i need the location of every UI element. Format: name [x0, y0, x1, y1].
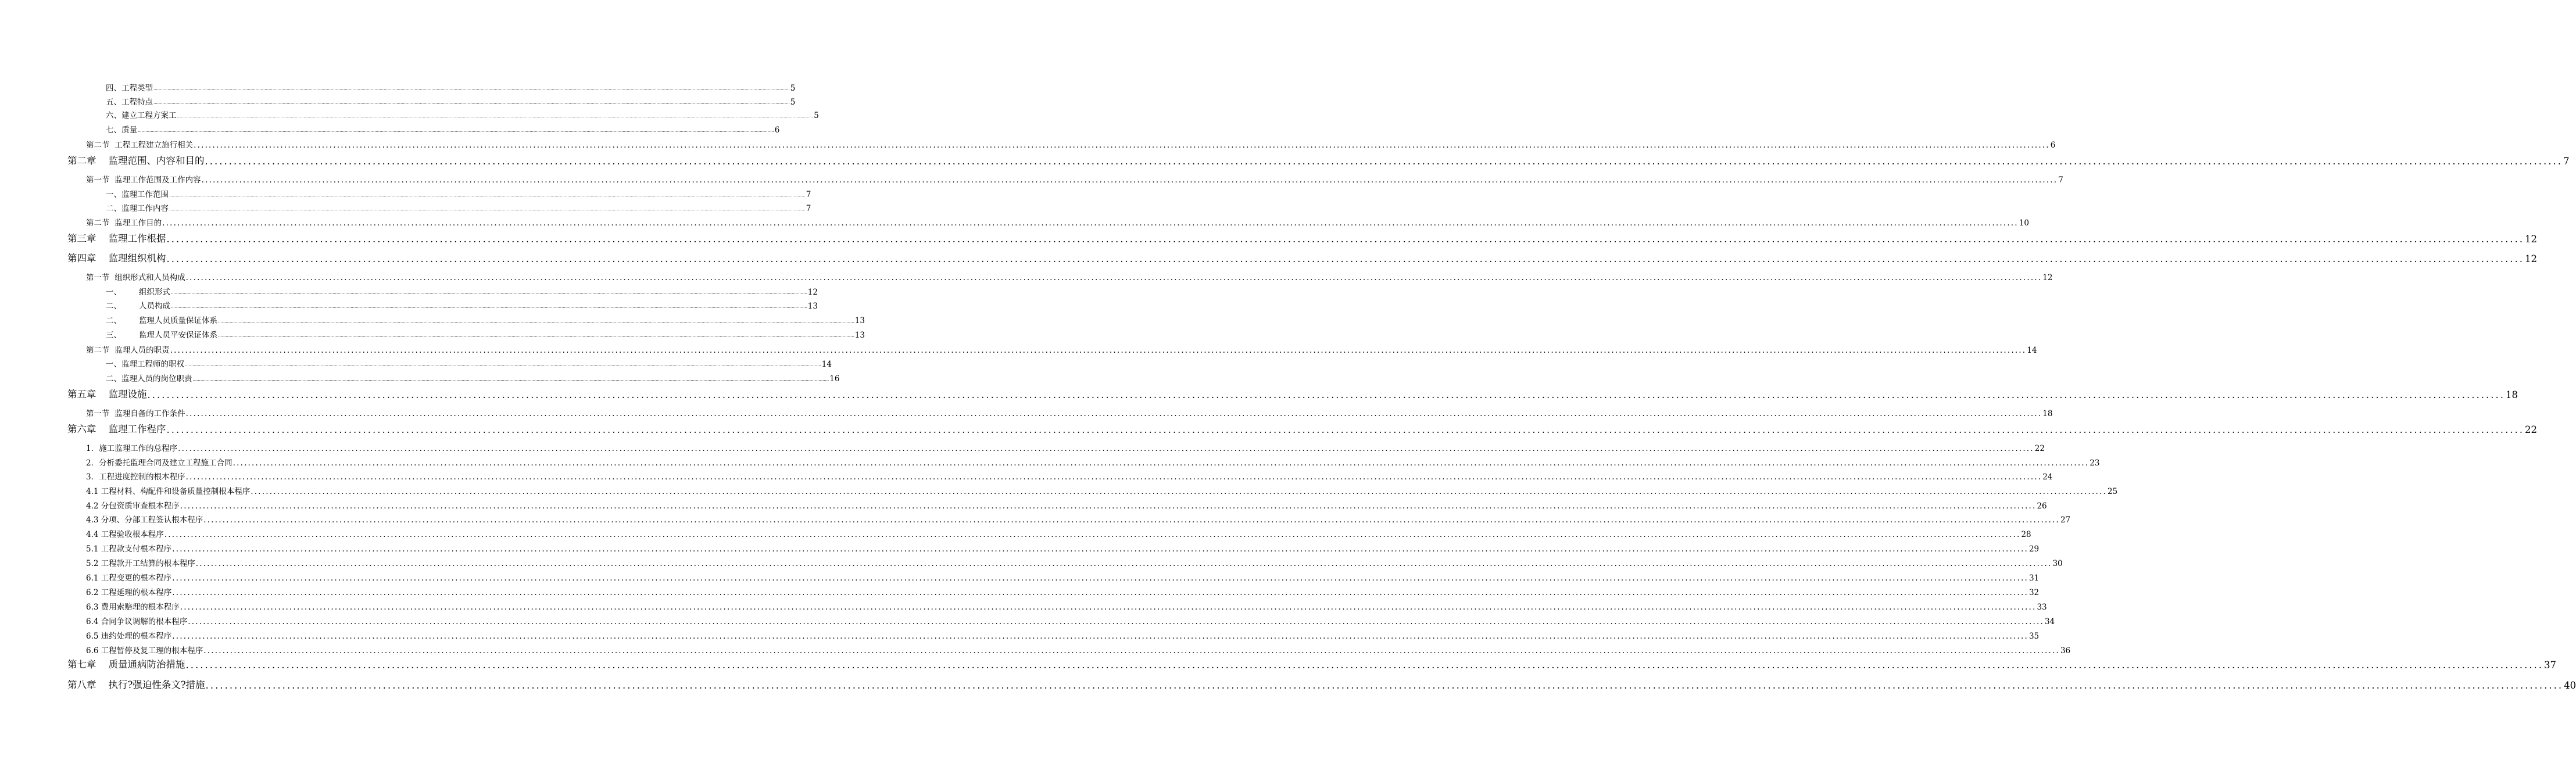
toc-page-number: 28 — [2021, 530, 2031, 539]
toc-page-number: 12 — [2042, 273, 2053, 282]
toc-entry-label: 第六章 监理工作程序 — [67, 424, 166, 435]
toc-entry-label: 6.4 合同争议调解的根本程序 — [86, 617, 188, 626]
toc-entry[interactable] — [67, 386, 2518, 400]
toc-leader-dots: ............................................................................................................................................................................................................................................................................................................................................................................................................................................................................................................ — [162, 218, 2019, 228]
toc-leader-dots: ............................................................................................................................................................................................................................................................................................................................................................................................................................................................................................................ — [147, 389, 2505, 400]
toc-leader-dots: ............................................................................................................................................................................................................................................................................................................................................................................................................................................................................................................ — [172, 574, 2028, 583]
toc-entry-label: 二、监理工作内容 — [106, 204, 169, 213]
toc-entry[interactable] — [86, 343, 2037, 355]
toc-leader-dots: ............................................................................................................................................................................................................................................................................................................................................................................................................................................................................................................ — [195, 559, 2052, 568]
toc-entry[interactable] — [86, 644, 2071, 655]
toc-page-number: 13 — [854, 331, 865, 340]
toc-entry-label: 二、 人员构成 — [106, 302, 171, 311]
toc-leader-dots: ............................................................................................................................................................................................................................................................................................................................................................................................................................................................................................................ — [166, 234, 2524, 245]
toc-page-number: 35 — [2028, 632, 2040, 641]
toc-leader-dots: ............................................................................................................................................................................................................................................................................................................................................................................................................................................................................................................ — [180, 603, 2037, 612]
toc-entry[interactable] — [106, 188, 811, 199]
toc-leader-dots: ............................................................................................................................................................................................................................................................................................................................................................................................................................................................................................................ — [180, 501, 2037, 511]
toc-page-number: 30 — [2052, 559, 2063, 568]
toc-leader-dots: ............................................................................................................................................................................................................................................................................................................................................................................................................................................................................................................ — [170, 346, 2027, 355]
toc-page-number: 5 — [814, 111, 819, 120]
toc-page-number: 12 — [807, 288, 818, 297]
toc-leader-dots: ............................................................................................................................................................................................................................................................................................................................................................................................................................................................................................................ — [153, 87, 790, 91]
toc-leader-dots: ............................................................................................................................................................................................................................................................................................................................................................................................................................................................................................................ — [169, 193, 806, 198]
toc-entry[interactable] — [67, 153, 2570, 167]
toc-page-number: 14 — [821, 360, 832, 369]
toc-leader-dots: ............................................................................................................................................................................................................................................................................................................................................................................................................................................................................................................ — [164, 530, 2021, 539]
toc-page-number: 7 — [806, 204, 811, 213]
toc-page-number: 36 — [2060, 646, 2071, 655]
toc-page-number: 5 — [790, 98, 796, 107]
toc-leader-dots: ............................................................................................................................................................................................................................................................................................................................................................................................................................................................................................................ — [171, 304, 807, 309]
toc-page-number: 25 — [2107, 487, 2118, 496]
toc-entry[interactable] — [86, 586, 2040, 597]
toc-page-number: 13 — [854, 316, 865, 325]
toc-entry-label: 1．施工监理工作的总程序 — [86, 444, 178, 453]
toc-entry[interactable] — [106, 357, 832, 369]
toc-entry[interactable] — [106, 81, 796, 93]
toc-entry-label: 5.2 工程款开工结算的根本程序 — [86, 559, 195, 568]
toc-entry-label: 第一节 组织形式和人员构成 — [86, 273, 185, 282]
toc-entry[interactable] — [86, 499, 2047, 511]
toc-entry-label: 4.3 分项、分部工程签认根本程序 — [86, 515, 203, 525]
toc-entry-label: 第三章 监理工作根据 — [67, 233, 166, 244]
toc-leader-dots: ............................................................................................................................................................................................................................................................................................................................................................................................................................................................................................................ — [153, 101, 790, 105]
toc-entry-label: 4.2 分包资质审查根本程序 — [86, 501, 180, 511]
toc-entry-label: 四、工程类型 — [106, 84, 153, 93]
toc-leader-dots: ............................................................................................................................................................................................................................................................................................................................................................................................................................................................................................................ — [178, 444, 2034, 453]
toc-leader-dots: ............................................................................................................................................................................................................................................................................................................................................................................................................................................................................................................ — [166, 424, 2524, 435]
toc-page-number: 5 — [790, 84, 796, 93]
toc-leader-dots: ............................................................................................................................................................................................................................................................................................................................................................................................................................................................................................................ — [218, 319, 854, 324]
toc-page-number: 22 — [2034, 444, 2045, 453]
toc-page-number: 7 — [2563, 156, 2570, 167]
toc-entry-label: 二、监理人员的岗位职责 — [106, 374, 192, 384]
toc-leader-dots: ............................................................................................................................................................................................................................................................................................................................................................................................................................................................................................................ — [169, 207, 806, 212]
toc-leader-dots: ............................................................................................................................................................................................................................................................................................................................................................................................................................................................................................................ — [251, 487, 2107, 496]
toc-entry-label: 第七章 质量通病防治措施 — [67, 659, 185, 670]
toc-leader-dots: ............................................................................................................................................................................................................................................................................................................................................................................................................................................................................................................ — [185, 472, 2042, 482]
toc-page-number: 18 — [2505, 389, 2518, 400]
toc-entry-label: 6.6 工程暂停及复工理的根本程序 — [86, 646, 203, 655]
toc-leader-dots: ............................................................................................................................................................................................................................................................................................................................................................................................................................................................................................................ — [172, 544, 2028, 554]
toc-entry-label: 第二节 监理工作目的 — [86, 218, 162, 228]
toc-entry[interactable] — [106, 109, 819, 120]
toc-entry-label: 一、监理工程师的职权 — [106, 360, 184, 369]
toc-leader-dots: ............................................................................................................................................................................................................................................................................................................................................................................................................................................................................................................ — [188, 617, 2044, 626]
toc-leader-dots: ............................................................................................................................................................................................................................................................................................................................................................................................................................................................................................................ — [203, 646, 2060, 655]
toc-entry[interactable] — [106, 314, 865, 325]
toc-leader-dots: ............................................................................................................................................................................................................................................................................................................................................................................................................................................................................................................ — [203, 515, 2060, 525]
toc-page-number: 14 — [2027, 346, 2037, 355]
toc-entry[interactable] — [86, 615, 2055, 626]
toc-page-number: 37 — [2543, 660, 2556, 671]
toc-page-number: 6 — [2050, 141, 2056, 150]
toc-page-number: 26 — [2037, 501, 2047, 511]
toc-entry[interactable] — [86, 629, 2040, 641]
toc-entry-label: 五、工程特点 — [106, 98, 153, 107]
toc-entry[interactable] — [106, 299, 818, 311]
toc-page-number: 32 — [2028, 588, 2040, 597]
toc-entry[interactable] — [86, 456, 2100, 468]
toc-leader-dots: ............................................................................................................................................................................................................................................................................................................................................................................................................................................................................................................ — [185, 409, 2042, 418]
toc-entry-label: 第二节 工程工程建立施行相关 — [86, 141, 194, 150]
toc-page-number: 34 — [2044, 617, 2055, 626]
toc-entry[interactable] — [106, 95, 796, 107]
toc-entry-label: 4.4 工程验收根本程序 — [86, 530, 164, 539]
toc-page-number: 24 — [2042, 472, 2053, 482]
toc-entry[interactable] — [86, 138, 2056, 150]
toc-entry[interactable] — [106, 285, 818, 297]
toc-entry[interactable] — [86, 271, 2053, 282]
toc-page-number: 22 — [2524, 424, 2537, 435]
toc-entry-label: 六、建立工程方案工 — [106, 111, 177, 120]
toc-entry[interactable] — [86, 571, 2040, 583]
toc-page-number: 10 — [2019, 218, 2029, 228]
toc-entry[interactable] — [106, 202, 811, 213]
toc-page-number: 16 — [829, 374, 840, 384]
toc-page-number: 7 — [806, 190, 811, 199]
toc-entry-label: 三、 监理人员平安保证体系 — [106, 331, 218, 340]
toc-entry[interactable] — [86, 216, 2029, 228]
toc-entry-label: 第一节 监理自备的工作条件 — [86, 409, 185, 418]
toc-leader-dots: ............................................................................................................................................................................................................................................................................................................................................................................................................................................................................................................ — [185, 363, 821, 367]
toc-entry-label: 3．工程进度控制的根本程序 — [86, 472, 185, 482]
toc-entry-label: 七、质量 — [106, 126, 137, 135]
toc-page-number: 31 — [2028, 574, 2040, 583]
toc-leader-dots: ............................................................................................................................................................................................................................................................................................................................................................................................................................................................................................................ — [192, 377, 829, 382]
toc-leader-dots: ............................................................................................................................................................................................................................................................................................................................................................................................................................................................................................................ — [185, 273, 2042, 282]
toc-page-number: 7 — [2058, 175, 2063, 185]
toc-leader-dots: ............................................................................................................................................................................................................................................................................................................................................................................................................................................................................................................ — [166, 253, 2524, 264]
toc-entry[interactable] — [86, 407, 2053, 418]
toc-entry[interactable] — [106, 123, 780, 135]
toc-leader-dots: ............................................................................................................................................................................................................................................................................................................................................................................................................................................................................................................ — [171, 291, 807, 295]
toc-entry-label: 6.5 违约处理的根本程序 — [86, 632, 172, 641]
toc-page-number: 23 — [2090, 458, 2100, 468]
toc-entry-label: 一、 组织形式 — [106, 288, 171, 297]
toc-leader-dots: ............................................................................................................................................................................................................................................................................................................................................................................................................................................................................................................ — [138, 128, 774, 133]
toc-entry-label: 第八章 执行?强迫性条文?措施 — [67, 679, 205, 690]
toc-page-number: 27 — [2060, 515, 2071, 525]
toc-leader-dots: ............................................................................................................................................................................................................................................................................................................................................................................................................................................................................................................ — [185, 660, 2543, 671]
toc-entry[interactable] — [106, 372, 840, 384]
toc-page-number: 6 — [774, 126, 780, 135]
toc-entry-label: 第五章 监理设施 — [67, 389, 147, 400]
toc-entry[interactable] — [67, 657, 2556, 671]
toc-entry-label: 一、监理工作范围 — [106, 190, 169, 199]
toc-leader-dots: ............................................................................................................................................................................................................................................................................................................................................................................................................................................................................................................ — [194, 141, 2050, 150]
toc-entry[interactable] — [67, 250, 2537, 264]
toc-entry-label: 第一节 监理工作范围及工作内容 — [86, 175, 201, 185]
toc-page-number: 29 — [2028, 544, 2040, 554]
toc-page-number: 12 — [2524, 234, 2537, 245]
toc-entry[interactable] — [86, 470, 2053, 482]
toc-leader-dots: ............................................................................................................................................................................................................................................................................................................................................................................................................................................................................................................ — [218, 334, 854, 338]
toc-entry-label: 6.1 工程变更的根本程序 — [86, 574, 172, 583]
toc-leader-dots: ............................................................................................................................................................................................................................................................................................................................................................................................................................................................................................................ — [177, 114, 814, 119]
toc-leader-dots: ............................................................................................................................................................................................................................................................................................................................................................................................................................................................................................................ — [172, 632, 2028, 641]
toc-entry-label: 5.1 工程款支付根本程序 — [86, 544, 172, 554]
toc-entry[interactable] — [67, 231, 2537, 245]
toc-page-number: 13 — [807, 302, 818, 311]
toc-entry[interactable] — [106, 328, 865, 340]
toc-entry-label: 2．分析委托监理合同及建立工程施工合同 — [86, 458, 232, 468]
toc-entry[interactable] — [86, 542, 2040, 554]
toc-entry[interactable] — [86, 528, 2031, 539]
toc-entry-label: 4.1 工程材料、构配件和设备质量控制根本程序 — [86, 487, 251, 496]
toc-entry-label: 第二章 监理范围、内容和目的 — [67, 155, 205, 166]
toc-entry[interactable] — [86, 485, 2118, 496]
toc-entry[interactable] — [86, 513, 2071, 525]
toc-entry-label: 第二节 监理人员的职责 — [86, 346, 170, 355]
toc-page-number: 12 — [2524, 253, 2537, 264]
toc-page-number: 33 — [2037, 603, 2047, 612]
toc-entry-label: 6.3 费用索赔理的根本程序 — [86, 603, 180, 612]
toc-leader-dots: ............................................................................................................................................................................................................................................................................................................................................................................................................................................................................................................ — [205, 680, 2564, 691]
toc-entry-label: 6.2 工程延理的根本程序 — [86, 588, 172, 597]
toc-leader-dots: ............................................................................................................................................................................................................................................................................................................................................................................................................................................................................................................ — [205, 156, 2563, 167]
toc-entry[interactable] — [86, 173, 2063, 185]
toc-page-number: 40 — [2564, 680, 2576, 691]
toc-entry-label: 第四章 监理组织机构 — [67, 253, 166, 264]
toc-page-number: 18 — [2042, 409, 2053, 418]
toc-entry[interactable] — [67, 677, 2576, 691]
toc-entry[interactable] — [86, 442, 2045, 453]
toc-entry[interactable] — [86, 557, 2063, 568]
toc-leader-dots: ............................................................................................................................................................................................................................................................................................................................................................................................................................................................................................................ — [172, 588, 2028, 597]
toc-leader-dots: ............................................................................................................................................................................................................................................................................................................................................................................................................................................................................................................ — [232, 458, 2090, 468]
toc-leader-dots: ............................................................................................................................................................................................................................................................................................................................................................................................................................................................................................................ — [201, 175, 2058, 185]
toc-entry[interactable] — [67, 421, 2537, 435]
toc-entry-label: 二、 监理人员质量保证体系 — [106, 316, 218, 325]
toc-entry[interactable] — [86, 600, 2047, 612]
